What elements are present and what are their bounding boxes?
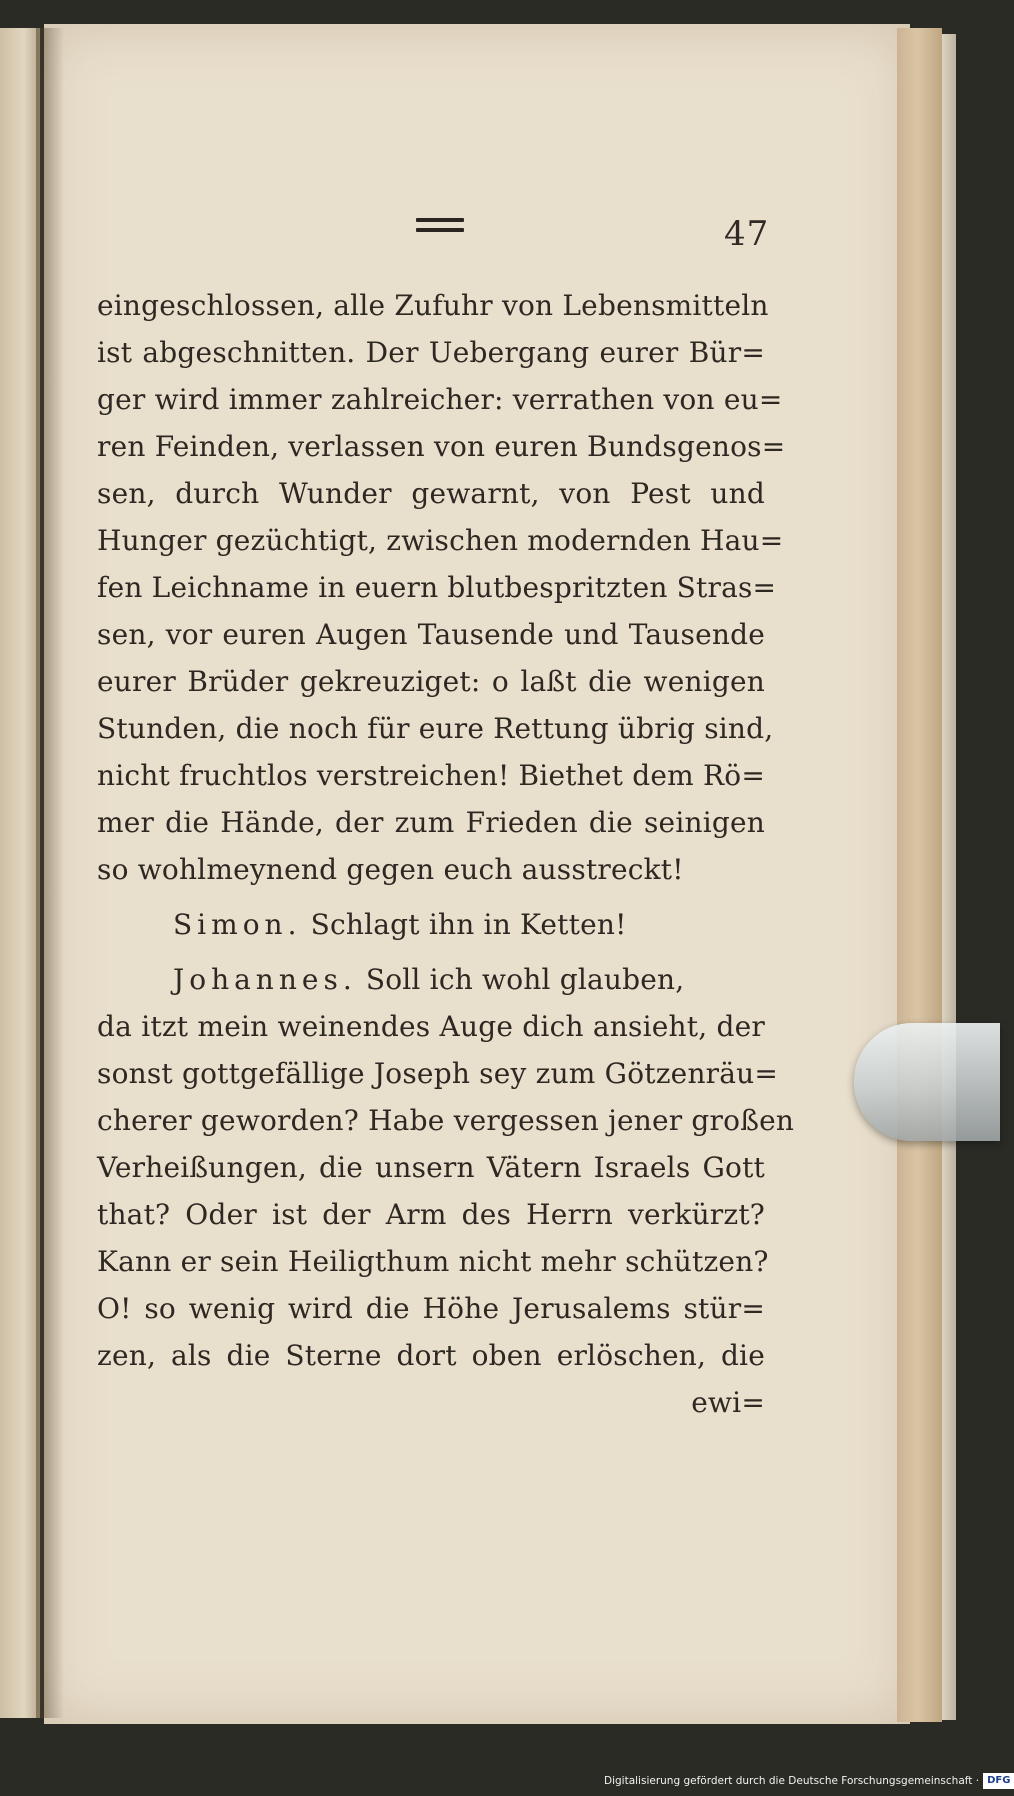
text-line: ist abgeschnitten. Der Uebergang eurer Bür=: [97, 336, 765, 369]
text-line: so wohlmeynend gegen euch ausstreckt!: [97, 853, 684, 886]
speech-johannes-start: [97, 956, 765, 1003]
dfg-logo: DFG: [983, 1773, 1014, 1789]
text-line: Hunger gezüchtigt, zwischen modernden Hau=: [97, 524, 784, 557]
digitization-credit: [604, 1771, 1014, 1791]
speaker-name-simon: Simon.: [173, 908, 302, 941]
text-line: sen, vor euren Augen Tausende und Tausende: [97, 618, 765, 651]
text-line: cherer geworden? Habe vergessen jener großen: [97, 1104, 795, 1137]
text-line: zen, als die Sterne dort oben erlöschen, die: [97, 1339, 765, 1372]
text-line: eurer Brüder gekreuziget: o laßt die wenigen: [97, 665, 765, 698]
page-clip: [854, 1023, 1000, 1141]
text-line: Stunden, die noch für eure Rettung übrig sind,: [97, 712, 774, 745]
catchword: ewi=: [691, 1386, 765, 1419]
credit-text: Digitalisierung gefördert durch die Deutsche Forschungsgemeinschaft ·: [604, 1775, 980, 1787]
speech-simon-text: Schlagt ihn in Ketten!: [310, 908, 627, 941]
header-rule-bar: [416, 218, 464, 222]
header-rule-bar: [416, 228, 464, 232]
text-line: da itzt mein weinendes Auge dich ansieht, der: [97, 1010, 765, 1043]
body-text: [97, 282, 795, 1426]
text-line: O! so wenig wird die Höhe Jerusalems stür=: [97, 1292, 765, 1325]
page-edges-outer: [942, 34, 956, 1720]
text-line: fen Leichname in euern blutbespritzten Stras=: [97, 571, 777, 604]
text-line: that? Oder ist der Arm des Herrn verkürzt?: [97, 1198, 765, 1231]
left-page-edge: [0, 28, 40, 1718]
speech-simon: [97, 901, 765, 948]
text-line: ger wird immer zahlreicher: verrathen von eu=: [97, 383, 783, 416]
text-line: Verheißungen, die unsern Vätern Israels Gott: [97, 1151, 765, 1184]
paragraph-gap: [97, 893, 765, 901]
text-line: sonst gottgefällige Joseph sey zum Götzenräu=: [97, 1057, 779, 1090]
page-edges: [897, 28, 942, 1722]
text-line: Kann er sein Heiligthum nicht mehr schützen?: [97, 1245, 769, 1278]
text-line: sen, durch Wunder gewarnt, von Pest und: [97, 477, 765, 510]
paragraph-gap: [97, 948, 765, 956]
header-rule-ornament: [416, 218, 464, 238]
speech-johannes-first-line: Soll ich wohl glauben,: [365, 963, 685, 996]
page-number: 47: [724, 214, 770, 254]
text-line: eingeschlossen, alle Zufuhr von Lebensmitteln: [97, 289, 769, 322]
gutter-shadow: [36, 28, 64, 1718]
speaker-name-johannes: Johannes.: [173, 963, 357, 996]
text-line: nicht fruchtlos verstreichen! Biethet dem Rö=: [97, 759, 765, 792]
text-line: mer die Hände, der zum Frieden die seinigen: [97, 806, 765, 839]
text-line: ren Feinden, verlassen von euren Bundsgenos=: [97, 430, 786, 463]
